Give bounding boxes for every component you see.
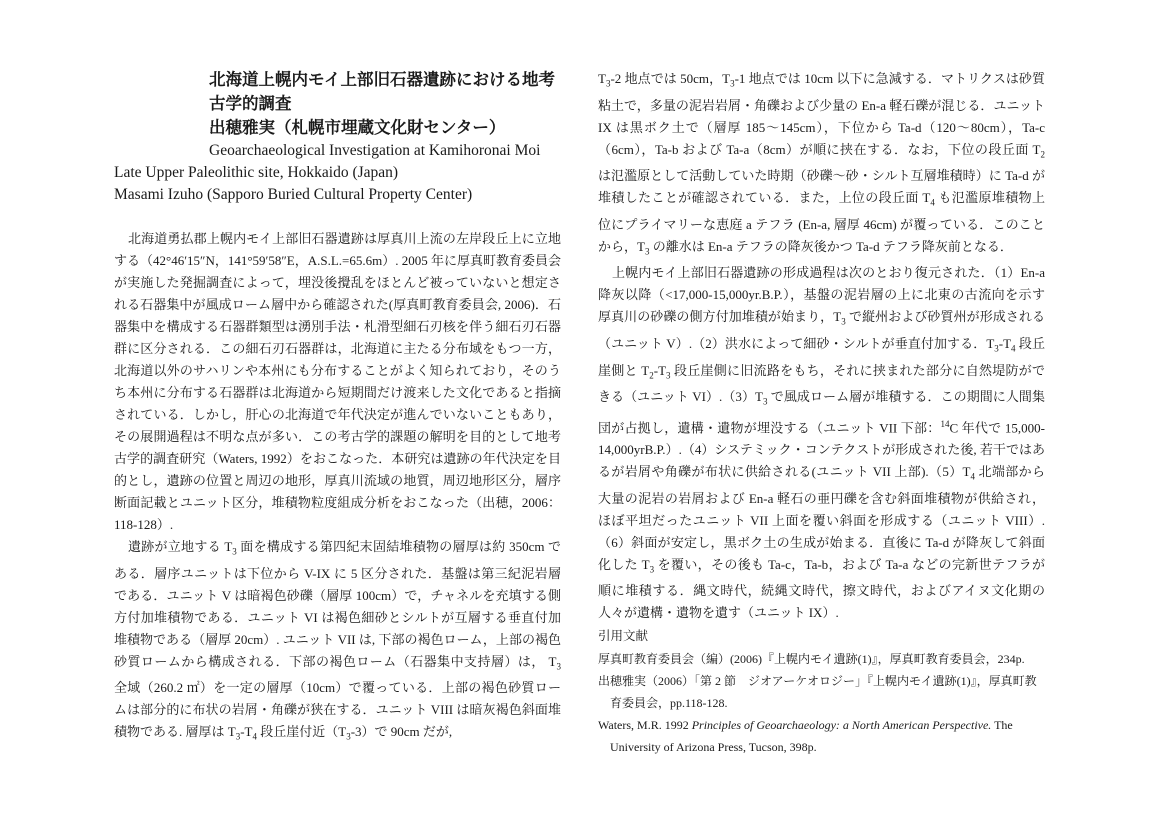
author-en: Masami Izuho (Sapporo Buried Cultural Property Center) bbox=[114, 186, 473, 203]
author-jp: 出穂雅実（札幌市埋蔵文化財センター） bbox=[209, 118, 506, 137]
reference-3: Waters, M.R. 1992 Principles of Geoarchaeology: a North American Perspective. The University of Arizona Press, Tucson, 398p. bbox=[598, 718, 1013, 755]
reference-2: 出穂雅実（2006）「第 2 節 ジオアーケオロジー」『上幌内モイ遺跡(1)』，厚真町教育委員会，pp.118-128. bbox=[598, 674, 1037, 711]
references-heading: 引用文献 bbox=[598, 629, 649, 644]
spacer bbox=[114, 206, 561, 228]
right-column bbox=[598, 68, 1045, 758]
left-paragraph-2: 遺跡が立地する $T_3$ 面を構成する第四紀末固結堆積物の層厚は約 350cm である．層序ユニットは下位から V-IX に 5 区分された．基盤は第三紀泥岩層である．ユニット V は暗褐色砂礫（層厚 100cm）で，チャネルを充填する側方付加堆積物である．ユニット VI は褐色細砂とシルトが互層する垂直付加堆積物である（層厚 20cm）. ユニット VII は, 下部の褐色ローム，上部の褐色砂質ロームから構成される．下部の褐色ローム（石器集中支持層）は， $T_3$ 全域（260.2 ㎡）を一定の層厚（10cm）で覆っている．上部の褐色砂質ロームは部分的に布状の岩屑・角礫が狭在する．ユニット VIII は暗灰褐色斜面堆積物である. 層厚は $T_3-T_4$ 段丘崖付近$(T_3-3)$で 90cm だが, bbox=[114, 539, 561, 742]
right-paragraph-1: $T_3-2$ 地点では 50cm，$T_3-1$ 地点では 10cm 以下に急減する．マトリクスは砂質粘土で，多量の泥岩岩屑・角礫および少量の En-a 軽石礫が混じる．ユニット IX は黒ボク土で（層厚 185～145cm），下位から Ta-d（120～80cm），Ta-c（6cm），Ta-b および Ta-a（8cm）が順に挟在する．なお，下位の段丘面 $T_2$ は氾濫原として活動していた時期（砂礫～砂・シルト互層堆積時）に Ta-d が堆積したことが確認されている．また，上位の段丘面 $T_4$ も氾濫原堆積物上位にプライマリーな恵庭 a テフラ (En-a, 層厚 46cm) が覆っている．このことから，$T_3$ の離水は En-a テフラの降灰後かつ Ta-d テフラ降灰前となる． bbox=[598, 71, 1045, 257]
right-paragraph-2: 上幌内モイ上部旧石器遺跡の形成過程は次のとおり復元された．（1）En-a 降灰以降（<17,000-15,000yr.B.P.），基盤の泥岩層の上に北東の古流向を示す厚真川の砂礫の側方付加堆積が始まり，$T_3$ で縦州および砂質州が形成される（ユニット V）.（2）洪水によって細砂・シルトが垂直付加する．$T_3-T_4$ 段丘崖側と $T_2-T_3$ 段丘崖側に旧流路をもち，それに挟まれた部分に自然堤防ができる（ユニット $VI).(3)T_3$ で風成ローム層が堆積する．この期間に人間集団が占拠し，遺構・遺物が埋没する（ユニット VII 下部：$^{14}$C 年代で 15,000-14,000yrB.P.）.（4）システミック・コンテクストが形成された後, 若干ではあるが岩屑や角礫が布状に供給される(ユニット VII 上部)$.(5)T_4$ 北端部から大量の泥岩の岩屑および En-a 軽石の亜円礫を含む斜面堆積物が供給され，ほぼ平坦だったユニット VII 上面を覆い斜面を形成する（ユニット VIII）.（6）斜面が安定し，黒ボク土の生成が始まる．直後に Ta-d が降灰して斜面化した $T_3$ を覆い，その後も Ta-c，Ta-b，および Ta-a などの完新世テフラが順に堆積する．縄文時代，続縄文時代，擦文時代，およびアイヌ文化期の人々が遺構・遺物を遺す（ユニット IX）. bbox=[598, 265, 1046, 621]
title-en-line1: Geoarchaeological Investigation at Kamihoronai Moi bbox=[209, 142, 541, 159]
title-jp-line1: 北海道上幌内モイ上部旧石器遺跡における地考 bbox=[209, 70, 556, 89]
title-jp-line2: 古学的調査 bbox=[209, 94, 292, 113]
reference-1: 厚真町教育委員会（編）(2006)『上幌内モイ遺跡(1)』，厚真町教育委員会，234p. bbox=[598, 652, 1025, 667]
title-en bbox=[114, 140, 561, 206]
title-en-line2: Late Upper Paleolithic site, Hokkaido (Japan) bbox=[114, 164, 399, 181]
left-column bbox=[114, 68, 561, 748]
left-body bbox=[114, 228, 561, 748]
left-paragraph-1: 北海道勇払郡上幌内モイ上部旧石器遺跡は厚真川上流の左岸段丘上に立地する（42°46′15″N，141°59′58″E，A.S.L.=65.6m）. 2005 年に厚真町教育委員会が実施した発掘調査によって，埋没後攪乱をほとんど被っていないと想定される石器集中が風成ローム層中から確認された(厚真町教育委員会, 2006)．石器集中を構成する石器群類型は湧別手法・札滑型細石刃核を伴う細石刃石器群に区分される．この細石刃石器群は，北海道に主たる分布域をもつ一方，北海道以外のサハリンや本州にも分布することがよく知られており，そのうち本州に分布する石器群は北海道から短期間だけ渡来した文化であると指摘されている．しかし，肝心の北海道で年代決定が進んでいないこともあり，その展開過程は不明な点が多い．この考古学的課題の解明を目的として地考古学的調査研究（Waters, 1992）をおこなった．本研究は遺跡の年代決定を目的とし，遺跡の位置と周辺の地形，厚真川流域の地質，周辺地形区分，層序断面記載とユニット区分，堆積物粒度組成分析をおこなった（出穂，2006：118-128）. bbox=[114, 231, 561, 532]
right-body bbox=[598, 68, 1045, 624]
